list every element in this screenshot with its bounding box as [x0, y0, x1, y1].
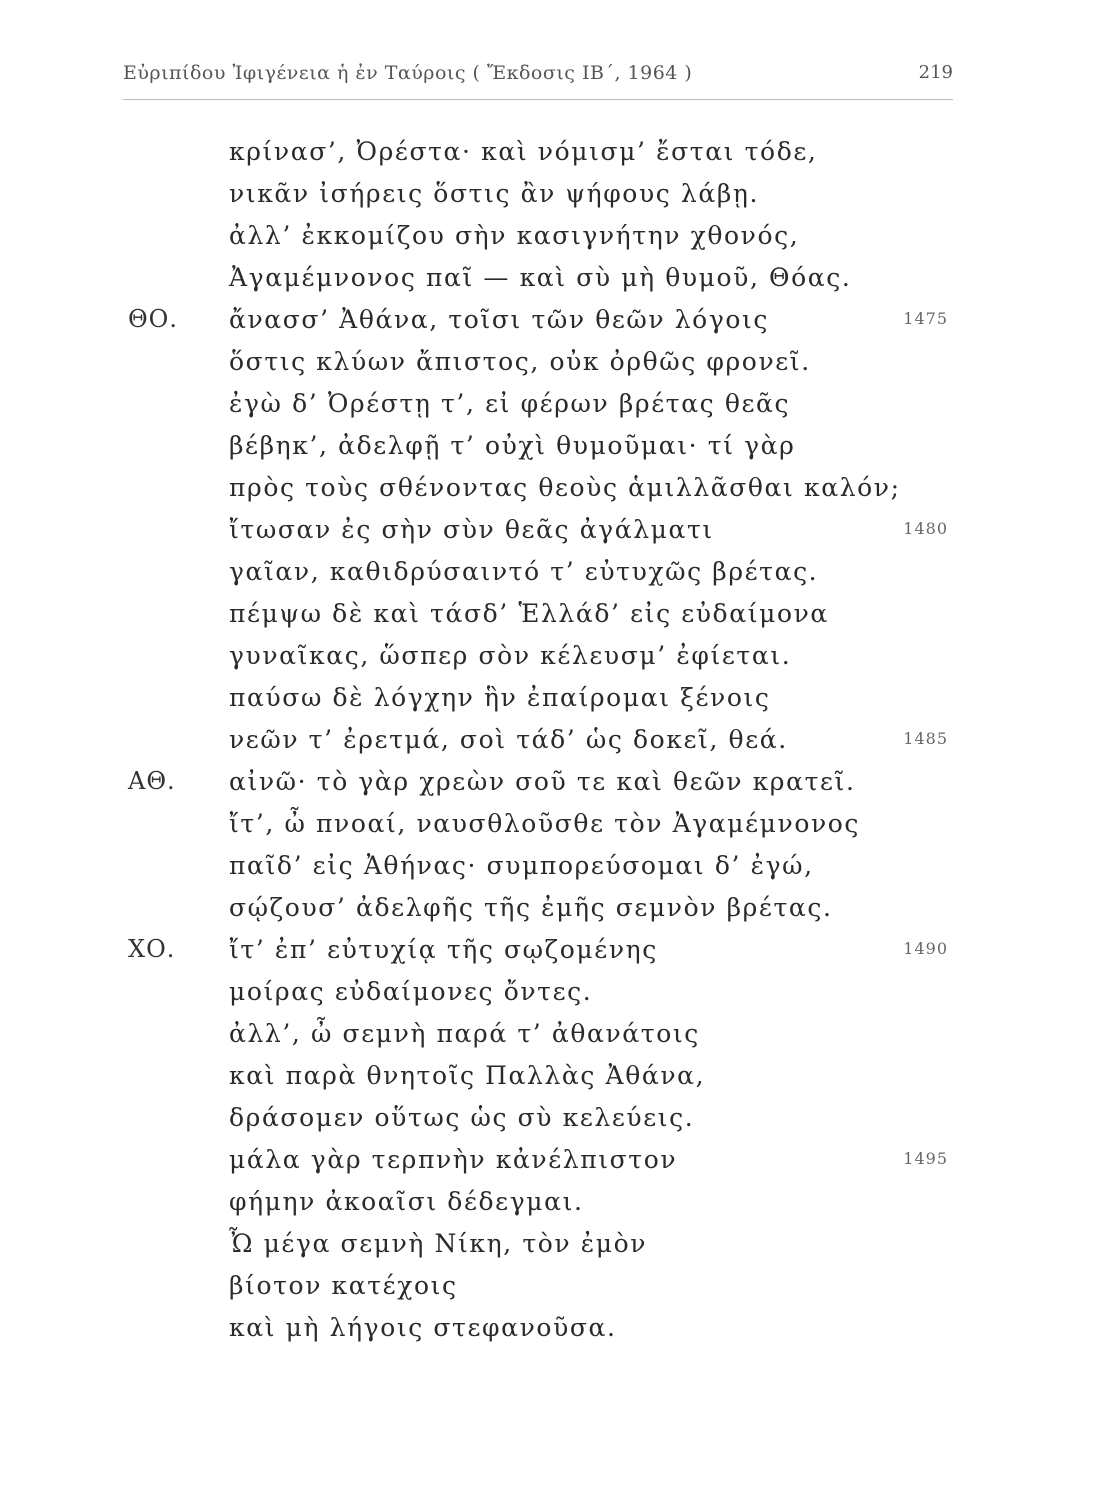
line-number: 1495	[903, 1149, 948, 1168]
verse-line	[0, 599, 1111, 635]
line-number: 1490	[903, 939, 948, 958]
verse-line	[0, 725, 1111, 761]
line-number: 1480	[903, 519, 948, 538]
verse-text: παύσω δὲ λόγχην ἣν ἐπαίρομαι ξένοις	[229, 683, 771, 712]
line-number: 1475	[903, 309, 948, 328]
verse-text: βίοτον κατέχοις	[229, 1271, 458, 1300]
verse-line	[0, 137, 1111, 173]
verse-text: μάλα γὰρ τερπνὴν κἀνέλπιστον	[229, 1145, 678, 1174]
verse-text: ἀλλ’ ἐκκομίζου σὴν κασιγνήτην χθονός,	[229, 221, 800, 250]
verse-text: νικᾶν ἰσήρεις ὅστις ἂν ψήφους λάβῃ.	[229, 179, 760, 208]
verse-line	[0, 1061, 1111, 1097]
verse-line	[0, 935, 1111, 971]
verse-line	[0, 473, 1111, 509]
verse-line	[0, 1103, 1111, 1139]
verse-line	[0, 179, 1111, 215]
verse-text: φήμην ἀκοαῖσι δέδεγμαι.	[229, 1187, 584, 1216]
verse-line	[0, 1187, 1111, 1223]
verse-text: κρίνασ’, Ὀρέστα· καὶ νόμισμ’ ἔσται τόδε,	[229, 137, 818, 166]
header-rule	[123, 99, 953, 100]
verse-text: καὶ μὴ λήγοις στεφανοῦσα.	[229, 1313, 617, 1342]
verse-text: ἀλλ’, ὦ σεμνὴ παρά τ’ ἀθανάτοις	[229, 1019, 700, 1048]
verse-text: γαῖαν, καθιδρύσαιντό τ’ εὐτυχῶς βρέτας.	[229, 557, 819, 586]
verse-line	[0, 515, 1111, 551]
verse-line	[0, 347, 1111, 383]
verse-text: ἴτ’, ὦ πνοαί, ναυσθλοῦσθε τὸν Ἀγαμέμνονος	[229, 809, 861, 838]
verse-line	[0, 767, 1111, 803]
verse-text: ἴτωσαν ἐς σὴν σὺν θεᾶς ἀγάλματι	[229, 515, 714, 544]
verse-line	[0, 431, 1111, 467]
verse-text: νεῶν τ’ ἐρετμά, σοὶ τάδ’ ὡς δοκεῖ, θεά.	[229, 725, 788, 754]
verse-text: πρὸς τοὺς σθένοντας θεοὺς ἁμιλλᾶσθαι καλόν;	[229, 473, 901, 502]
verse-line	[0, 809, 1111, 845]
running-head	[123, 62, 953, 92]
verse-text: ἴτ’ ἐπ’ εὐτυχίᾳ τῆς σῳζομένης	[229, 935, 658, 964]
verse-text: δράσομεν οὕτως ὡς σὺ κελεύεις.	[229, 1103, 695, 1132]
verse-line	[0, 221, 1111, 257]
verse-text: καὶ παρὰ θνητοῖς Παλλὰς Ἀθάνα,	[229, 1061, 706, 1090]
verse-text: βέβηκ’, ἀδελφῇ τ’ οὐχὶ θυμοῦμαι· τί γὰρ	[229, 431, 796, 460]
verse-text: ἄνασσ’ Ἀθάνα, τοῖσι τῶν θεῶν λόγοις	[229, 305, 770, 334]
verse-text: Ἀγαμέμνονος παῖ — καὶ σὺ μὴ θυμοῦ, Θόας.	[229, 263, 852, 292]
verse-line	[0, 1019, 1111, 1055]
verse-line	[0, 305, 1111, 341]
page-number: 219	[918, 62, 953, 83]
verse-text: αἰνῶ· τὸ γὰρ χρεὼν σοῦ τε καὶ θεῶν κρατεῖ.	[229, 767, 856, 796]
verse-line	[0, 641, 1111, 677]
verse-line	[0, 851, 1111, 887]
verse-text: γυναῖκας, ὥσπερ σὸν κέλευσμ’ ἐφίεται.	[229, 641, 792, 670]
verse-text: σῴζουσ’ ἀδελφῆς τῆς ἐμῆς σεμνὸν βρέτας.	[229, 893, 833, 922]
verse-line	[0, 1229, 1111, 1265]
verse-text: παῖδ’ εἰς Ἀθήνας· συμπορεύσομαι δ’ ἐγώ,	[229, 851, 814, 880]
verse-line	[0, 389, 1111, 425]
verse-line	[0, 557, 1111, 593]
verse-text: πέμψω δὲ καὶ τάσδ’ Ἑλλάδ’ εἰς εὐδαίμονα	[229, 599, 829, 628]
verse-line	[0, 1271, 1111, 1307]
verse-text: ἐγὼ δ’ Ὀρέστῃ τ’, εἰ φέρων βρέτας θεᾶς	[229, 389, 791, 418]
verse-line	[0, 263, 1111, 299]
running-title: Εὐριπίδου Ἰφιγένεια ἡ ἐν Ταύροις ( Ἔκδοσις ΙΒ΄, 1964 )	[123, 62, 693, 84]
verse-line	[0, 893, 1111, 929]
speaker-label: ΑΘ.	[128, 767, 176, 795]
verse-line	[0, 1313, 1111, 1349]
verse-line	[0, 977, 1111, 1013]
verse-line	[0, 683, 1111, 719]
verse-text: Ὦ μέγα σεμνὴ Νίκη, τὸν ἐμὸν	[229, 1229, 648, 1258]
line-number: 1485	[903, 729, 948, 748]
speaker-label: ΘΟ.	[128, 305, 178, 333]
verse-text: ὅστις κλύων ἄπιστος, οὐκ ὀρθῶς φρονεῖ.	[229, 347, 811, 376]
verse-line	[0, 1145, 1111, 1181]
verse-text: μοίρας εὐδαίμονες ὄντες.	[229, 977, 593, 1006]
speaker-label: ΧΟ.	[128, 935, 176, 963]
